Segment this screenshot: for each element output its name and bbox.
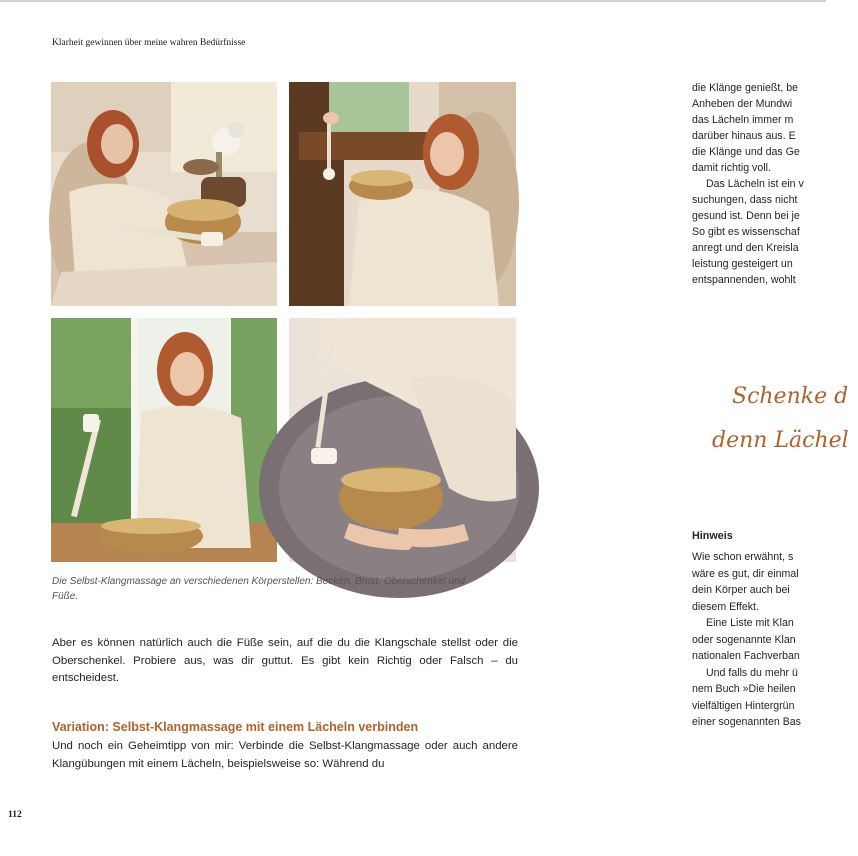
body-paragraph-1: [52, 635, 518, 688]
hinweis-heading: Hinweis: [692, 530, 733, 542]
photo-chest-massage: [289, 82, 516, 306]
photo-caption: Die Selbst-Klangmassage an verschiedenen Körperstellen: Becken, Brust, Oberschenkel und Füße.: [52, 576, 466, 602]
photo-standing-massage: [51, 318, 277, 562]
right-line: entspannenden, wohlt: [692, 274, 796, 286]
right-line: Das Lächeln ist ein v: [706, 178, 804, 190]
body-paragraph-2: Und noch ein Geheimtipp von mir: Verbinde die Selbst-Klangmassage oder auch andere Klangübungen mit einem Lächeln, beispielsweise so: Während du: [52, 740, 518, 770]
photo-feet-massage: [289, 318, 516, 562]
right-line: anregt und den Kreisla: [692, 242, 799, 254]
right-line: darüber hinaus aus. E: [692, 130, 796, 142]
running-head: Klarheit gewinnen über meine wahren Bedürfnisse: [52, 38, 246, 48]
body-paragraph-1-text: Aber es können natürlich auch die Füße sein, auf die du die Klangschale stellst oder die Oberschenkel. Probiere aus, was dir guttut. Es gibt kein Richtig oder Falsch – du entscheidest.: [52, 637, 518, 684]
right-line: wäre es gut, dir einmal: [692, 567, 799, 580]
right-line: diesem Effekt.: [692, 600, 759, 613]
photo-belly-massage: [51, 82, 277, 306]
right-page-text-block: [692, 80, 826, 288]
right-line: gesund ist. Denn bei je: [692, 210, 800, 222]
right-line: Und falls du mehr ü: [706, 666, 798, 679]
right-line: oder sogenannte Klan: [692, 633, 796, 646]
right-line: die Klänge und das Ge: [692, 146, 800, 158]
pull-quote-line-1: Schenke d: [732, 384, 849, 409]
variation-heading: Variation: Selbst-Klangmassage mit einem Lächeln verbinden: [52, 720, 419, 734]
right-line: leistung gesteigert un: [692, 258, 793, 270]
right-line: vielfältigen Hintergrün: [692, 699, 795, 712]
right-line: So gibt es wissenschaf: [692, 226, 800, 238]
right-line: damit richtig voll.: [692, 162, 771, 174]
right-line: das Lächeln immer m: [692, 114, 794, 126]
right-line: nem Buch »Die heilen: [692, 683, 796, 695]
hinweis-text-block: [692, 549, 826, 731]
right-line: nationalen Fachverban: [692, 650, 800, 662]
right-line: dein Körper auch bei: [692, 584, 790, 596]
right-line: Eine Liste mit Klan: [706, 617, 794, 629]
right-line: einer sogenannten Bas: [692, 716, 801, 728]
right-line: die Klänge genießt, be: [692, 82, 799, 94]
pull-quote-line-2: denn Lächel: [712, 428, 849, 453]
right-line: Wie schon erwähnt, s: [692, 551, 794, 563]
top-rule: [0, 0, 826, 2]
right-line: Anheben der Mundwi: [692, 98, 793, 110]
right-line: suchungen, dass nicht: [692, 194, 798, 206]
page-number: 112: [8, 810, 22, 820]
